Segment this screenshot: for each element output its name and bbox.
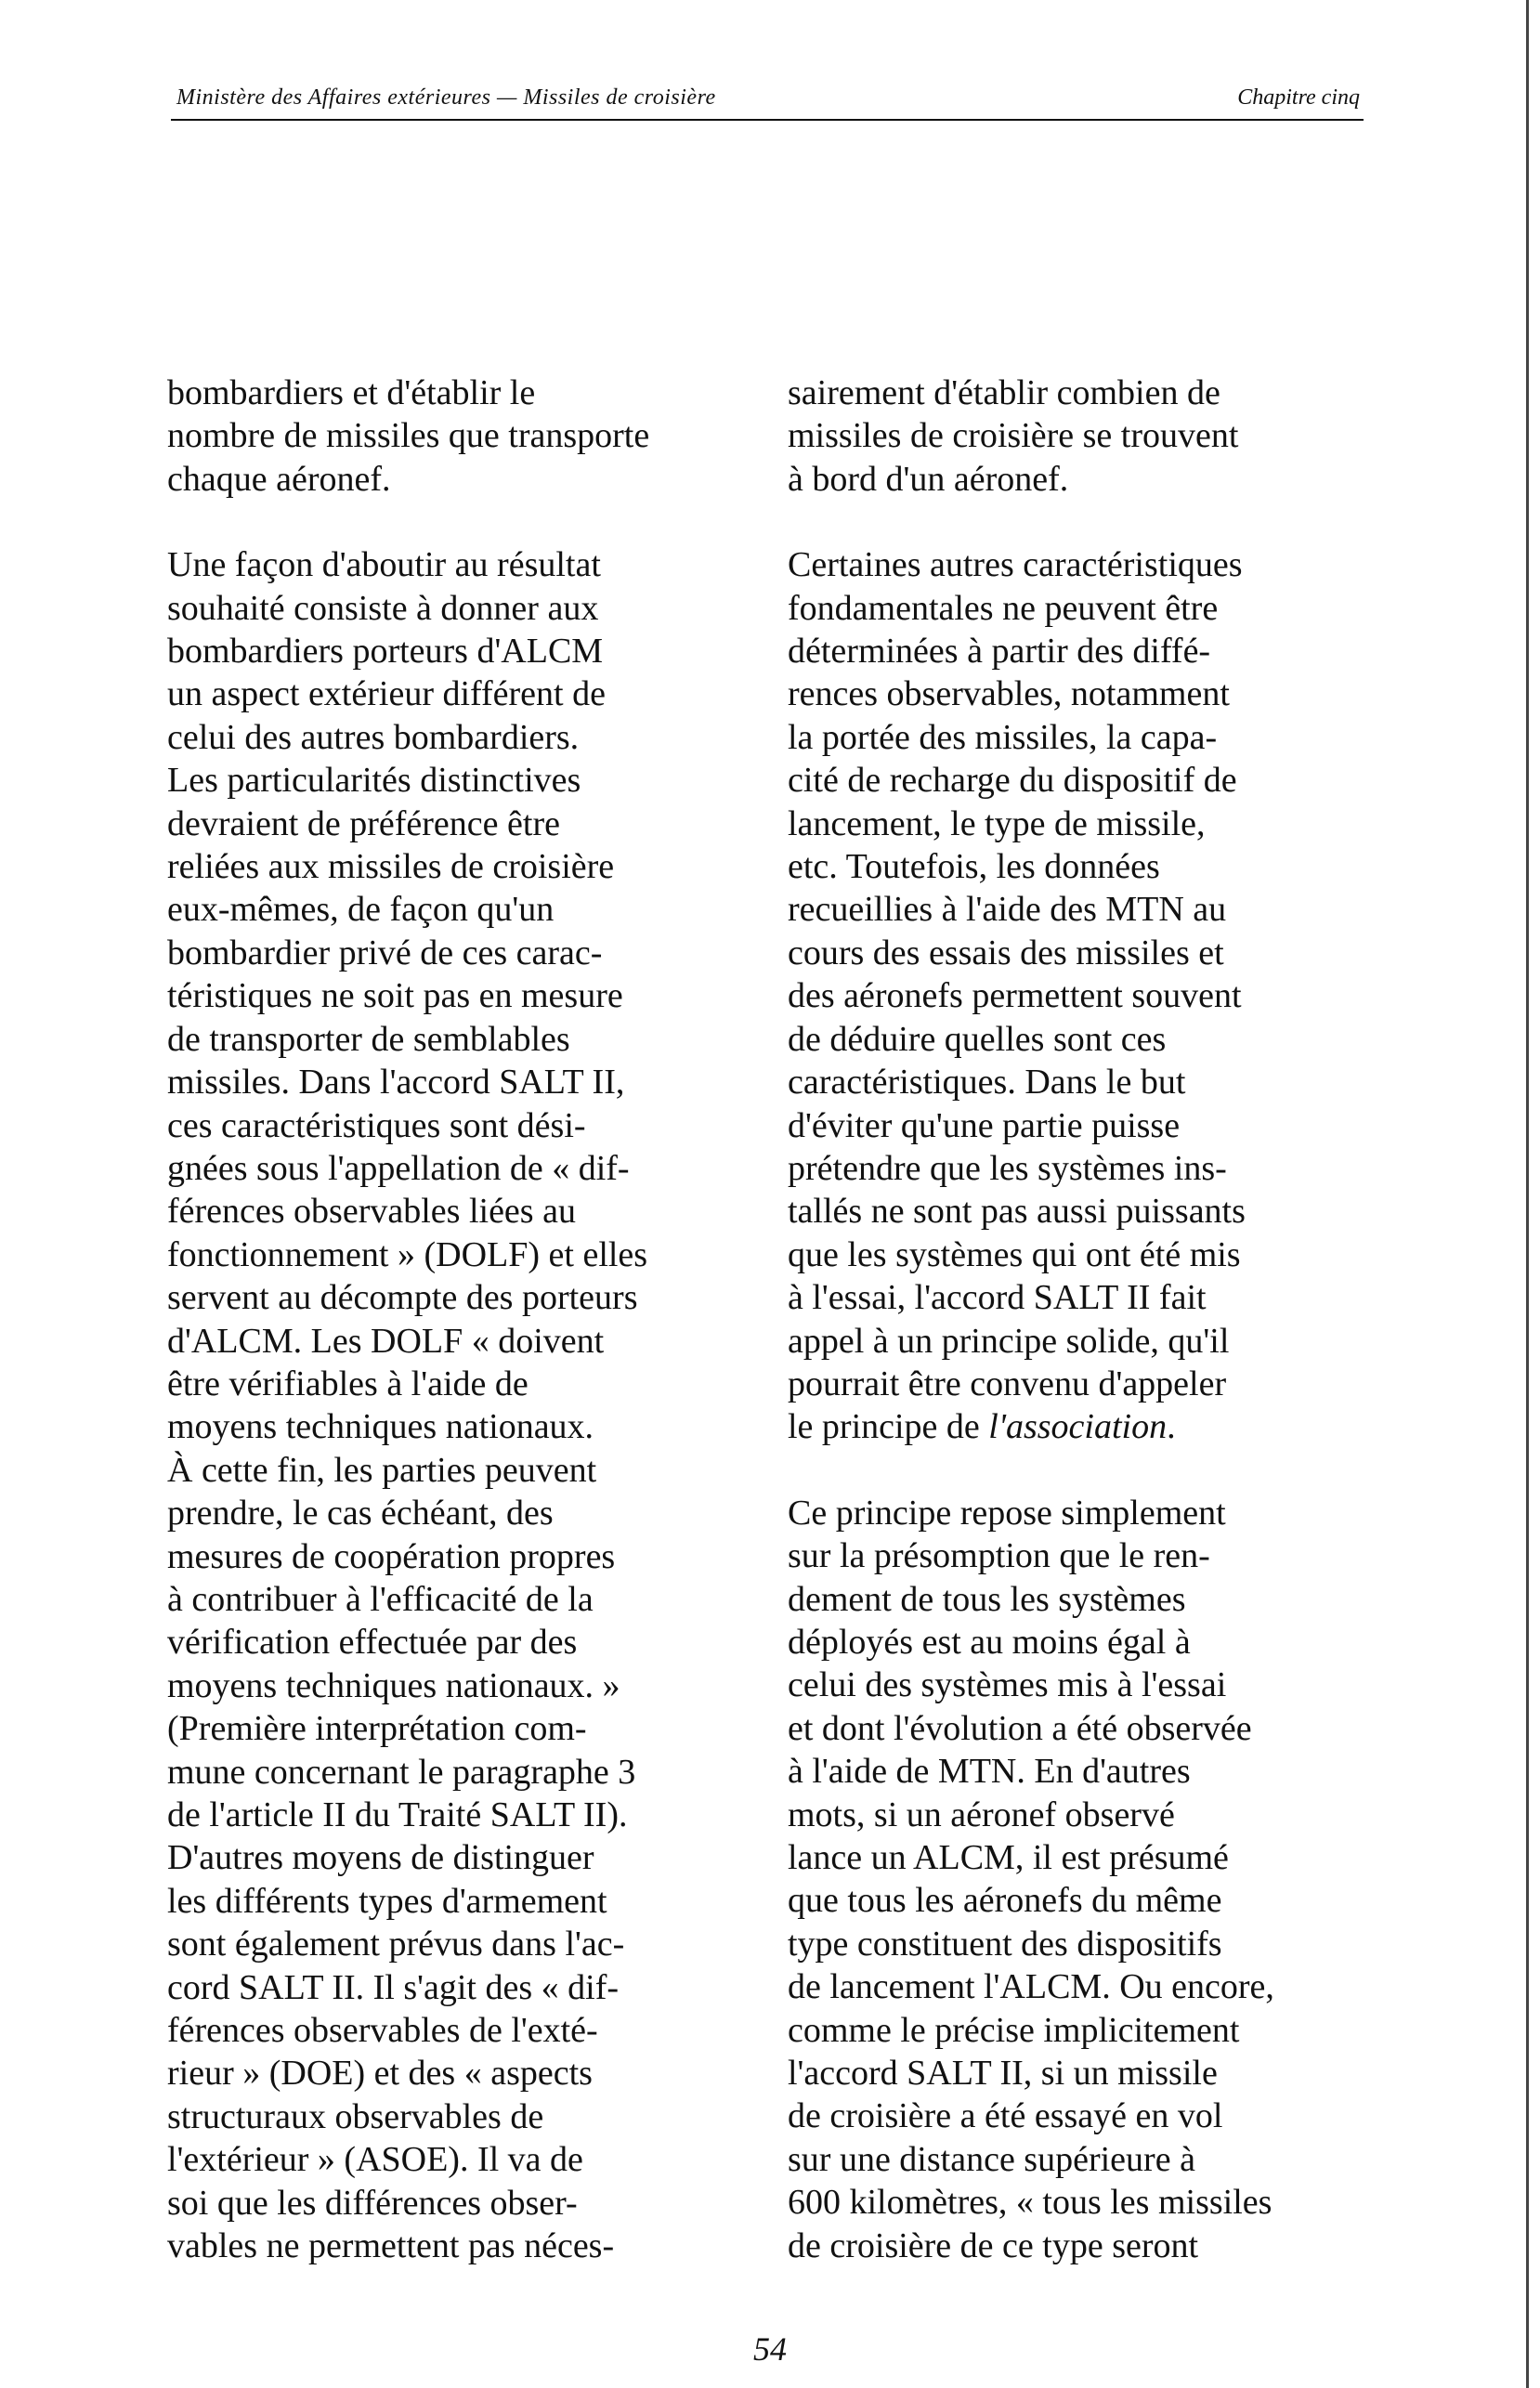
- text-line: férences observables de l'exté-: [167, 2011, 598, 2051]
- right-paragraph-1: [788, 372, 1382, 501]
- text-line: Les particularités distinctives: [167, 761, 581, 801]
- text-line: souhaité consiste à donner aux: [167, 588, 599, 628]
- text-line: lancement, le type de missile,: [788, 803, 1206, 843]
- text-line: reliées aux missiles de croisière: [167, 847, 615, 887]
- text-line: des aéronefs permettent souvent: [788, 976, 1242, 1016]
- text-line: de croisière a été essayé en vol: [788, 2096, 1223, 2136]
- text-line: etc. Toutefois, les données: [788, 847, 1160, 887]
- text-line: 600 kilomètres, « tous les missiles: [788, 2183, 1272, 2223]
- text-line: rieur » (DOE) et des « aspects: [167, 2054, 593, 2094]
- text-line: téristiques ne soit pas en mesure: [167, 976, 623, 1016]
- text-line: déterminées à partir des diffé-: [788, 632, 1211, 672]
- text-line: bombardiers et d'établir le: [167, 373, 536, 412]
- text-line: de croisière de ce type seront: [788, 2225, 1199, 2265]
- text-line: missiles. Dans l'accord SALT II,: [167, 1063, 625, 1103]
- text-line: de déduire quelles sont ces: [788, 1019, 1167, 1059]
- italic-term: l'association: [988, 1407, 1168, 1447]
- text-line: servent au décompte des porteurs: [167, 1278, 638, 1318]
- right-paragraph-3: [788, 1492, 1382, 2267]
- page-edge-line: [1526, 0, 1529, 2388]
- text-line: la portée des missiles, la capa-: [788, 717, 1218, 757]
- text-line: déployés est au moins égal à: [788, 1622, 1191, 1662]
- text-line: celui des systèmes mis à l'essai: [788, 1665, 1227, 1705]
- text-line: de transporter de semblables: [167, 1019, 570, 1059]
- text-line: d'éviter qu'une partie puisse: [788, 1105, 1181, 1145]
- text-line: D'autres moyens de distinguer: [167, 1838, 594, 1878]
- text-line: appel à un principe solide, qu'il: [788, 1321, 1230, 1361]
- page-number: 54: [753, 2330, 787, 2368]
- text-line: soi que les différences obser-: [167, 2183, 578, 2223]
- text-line: comme le précise implicitement: [788, 2010, 1240, 2050]
- text-line: à bord d'un aéronef.: [788, 459, 1069, 499]
- text-line: rences observables, notamment: [788, 674, 1230, 714]
- running-header-chapter: Chapitre cinq: [1237, 85, 1360, 110]
- text-line-segment: le principe de: [788, 1407, 989, 1447]
- text-line: cours des essais des missiles et: [788, 933, 1224, 972]
- text-line: (Première interprétation com-: [167, 1709, 587, 1749]
- text-line: chaque aéronef.: [167, 459, 391, 499]
- text-line: eux-mêmes, de façon qu'un: [167, 890, 555, 930]
- text-line: ces caractéristiques sont dési-: [167, 1105, 586, 1145]
- right-paragraph-2: [788, 543, 1382, 1449]
- text-line: bombardiers porteurs d'ALCM: [167, 632, 604, 672]
- text-line: cité de recharge du dispositif de: [788, 761, 1237, 801]
- text-line: bombardier privé de ces carac-: [167, 933, 603, 972]
- text-line: Certaines autres caractéristiques: [788, 545, 1243, 585]
- text-line: lance un ALCM, il est présumé: [788, 1838, 1229, 1877]
- text-line: Ce principe repose simplement: [788, 1493, 1226, 1533]
- text-line: recueillies à l'aide des MTN au: [788, 890, 1227, 930]
- text-line: un aspect extérieur différent de: [167, 674, 606, 714]
- text-line-segment: .: [1167, 1407, 1176, 1447]
- text-line: être vérifiables à l'aide de: [167, 1364, 529, 1403]
- text-line: prendre, le cas échéant, des: [167, 1494, 554, 1533]
- text-line: les différents types d'armement: [167, 1881, 607, 1921]
- running-header-title: Ministère des Affaires extérieures — Missiles de croisière: [176, 85, 716, 110]
- text-line: celui des autres bombardiers.: [167, 717, 580, 757]
- left-paragraph-1: [167, 372, 762, 501]
- text-line: sur une distance supérieure à: [788, 2139, 1195, 2179]
- text-line: l'accord SALT II, si un missile: [788, 2054, 1218, 2094]
- text-line: Une façon d'aboutir au résultat: [167, 545, 601, 585]
- text-line: tallés ne sont pas aussi puissants: [788, 1192, 1246, 1232]
- text-line: structuraux observables de: [167, 2096, 544, 2136]
- text-line: vables ne permettent pas néces-: [167, 2226, 615, 2266]
- text-line: pourrait être convenu d'appeler: [788, 1364, 1227, 1403]
- text-line: prétendre que les systèmes ins-: [788, 1148, 1227, 1188]
- left-paragraph-2: [167, 543, 762, 2267]
- text-line: férences observables liées au: [167, 1192, 576, 1232]
- text-line: fondamentales ne peuvent être: [788, 588, 1219, 628]
- text-line: devraient de préférence être: [167, 803, 560, 843]
- text-line: sont également prévus dans l'ac-: [167, 1925, 625, 1964]
- text-line: à contribuer à l'efficacité de la: [167, 1579, 594, 1619]
- text-line: mots, si un aéronef observé: [788, 1794, 1175, 1834]
- text-line: moyens techniques nationaux.: [167, 1407, 594, 1447]
- text-line: à l'essai, l'accord SALT II fait: [788, 1278, 1207, 1318]
- text-line: de lancement l'ALCM. Ou encore,: [788, 1967, 1274, 2007]
- text-line: que les systèmes qui ont été mis: [788, 1234, 1241, 1274]
- text-line: à l'aide de MTN. En d'autres: [788, 1752, 1191, 1792]
- text-line: moyens techniques nationaux. »: [167, 1665, 620, 1705]
- text-line: missiles de croisière se trouvent: [788, 416, 1239, 456]
- text-line: mune concernant le paragraphe 3: [167, 1752, 636, 1792]
- text-line: gnées sous l'appellation de « dif-: [167, 1148, 630, 1188]
- text-line: dement de tous les systèmes: [788, 1579, 1186, 1619]
- text-line: et dont l'évolution a été observée: [788, 1708, 1252, 1748]
- text-line: vérification effectuée par des: [167, 1623, 578, 1663]
- text-line: À cette fin, les parties peuvent: [167, 1450, 597, 1490]
- header-rule: [171, 119, 1364, 121]
- text-line: d'ALCM. Les DOLF « doivent: [167, 1321, 605, 1361]
- text-line: fonctionnement » (DOLF) et elles: [167, 1234, 648, 1274]
- text-line: sairement d'établir combien de: [788, 373, 1220, 412]
- text-line: nombre de missiles que transporte: [167, 416, 650, 456]
- text-line: que tous les aéronefs du même: [788, 1881, 1222, 1921]
- right-column: [788, 372, 1382, 2310]
- text-line: mesures de coopération propres: [167, 1536, 616, 1576]
- text-line: cord SALT II. Il s'agit des « dif-: [167, 1967, 620, 2007]
- text-line: l'extérieur » (ASOE). Il va de: [167, 2140, 583, 2180]
- text-line: [788, 1405, 1382, 1448]
- text-line: de l'article II du Traité SALT II).: [167, 1795, 628, 1834]
- text-line: type constituent des dispositifs: [788, 1924, 1222, 1964]
- text-line: caractéristiques. Dans le but: [788, 1063, 1186, 1103]
- text-line: sur la présomption que le ren-: [788, 1536, 1210, 1576]
- left-column: [167, 372, 762, 2310]
